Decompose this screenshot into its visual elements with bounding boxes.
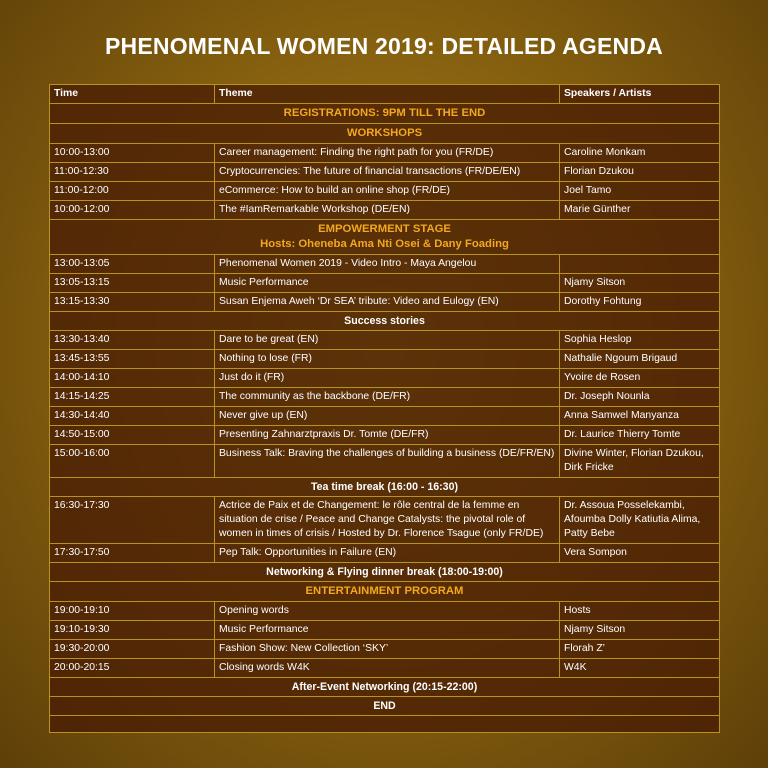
time-cell: 13:15-13:30 (50, 293, 215, 312)
theme-cell: Cryptocurrencies: The future of financial transactions (FR/DE/EN) (215, 163, 560, 182)
speaker-cell: Dorothy Fohtung (560, 293, 720, 312)
agenda-body (50, 104, 720, 733)
theme-cell: Opening words (215, 602, 560, 621)
theme-cell: Dare to be great (EN) (215, 331, 560, 350)
section-title: EMPOWERMENT STAGE (318, 223, 451, 235)
theme-cell: eCommerce: How to build an online shop (FR/DE) (215, 182, 560, 201)
speaker-cell: Njamy Sitson (560, 621, 720, 640)
header-row (50, 85, 720, 104)
table-row (50, 426, 720, 445)
section-row (50, 582, 720, 602)
time-cell: 10:00-12:00 (50, 201, 215, 220)
theme-cell: Music Performance (215, 274, 560, 293)
table-row (50, 445, 720, 478)
theme-cell: Career management: Finding the right path for you (FR/DE) (215, 144, 560, 163)
theme-cell: Pep Talk: Opportunities in Failure (EN) (215, 544, 560, 563)
section-row (50, 104, 720, 124)
subsection-row (50, 312, 720, 331)
speaker-cell: Florah Z’ (560, 640, 720, 659)
speaker-cell (560, 255, 720, 274)
speaker-cell: Nathalie Ngoum Brigaud (560, 350, 720, 369)
theme-cell: Actrice de Paix et de Changement: le rôle central de la femme en situation de crise / Peace and Change Catalysts: the pivotal role of women in times of crisis / Hosted by Dr. Florence Tsague (only FR/DE) (215, 497, 560, 544)
time-cell: 11:00-12:00 (50, 182, 215, 201)
empty-row (50, 716, 720, 733)
table-row (50, 659, 720, 678)
time-cell: 13:00-13:05 (50, 255, 215, 274)
subsection-heading: Tea time break (16:00 - 16:30) (50, 478, 720, 497)
time-cell: 14:30-14:40 (50, 407, 215, 426)
empty-cell (50, 716, 720, 733)
speaker-cell: Hosts (560, 602, 720, 621)
theme-cell: Business Talk: Braving the challenges of building a business (DE/FR/EN) (215, 445, 560, 478)
speaker-cell: Marie Günther (560, 201, 720, 220)
time-cell: 16:30-17:30 (50, 497, 215, 544)
subsection-heading: Networking & Flying dinner break (18:00-19:00) (50, 563, 720, 582)
table-row (50, 497, 720, 544)
theme-cell: Nothing to lose (FR) (215, 350, 560, 369)
table-row (50, 144, 720, 163)
time-cell: 19:30-20:00 (50, 640, 215, 659)
table-row (50, 544, 720, 563)
table-row (50, 293, 720, 312)
time-cell: 13:45-13:55 (50, 350, 215, 369)
page-title: PHENOMENAL WOMEN 2019: DETAILED AGENDA (105, 33, 663, 59)
theme-cell: Never give up (EN) (215, 407, 560, 426)
table-row (50, 163, 720, 182)
section-heading: WORKSHOPS (50, 124, 720, 144)
section-row (50, 220, 720, 255)
time-cell: 20:00-20:15 (50, 659, 215, 678)
theme-cell: Presenting Zahnarztpraxis Dr. Tomte (DE/FR) (215, 426, 560, 445)
table-row (50, 274, 720, 293)
subsection-row (50, 678, 720, 697)
theme-cell: Just do it (FR) (215, 369, 560, 388)
speaker-cell: Dr. Assoua Posselekambi, Afoumba Dolly Katiutia Alima, Patty Bebe (560, 497, 720, 544)
table-row (50, 388, 720, 407)
speaker-cell: Dr. Joseph Nounla (560, 388, 720, 407)
section-row (50, 124, 720, 144)
section-heading: ENTERTAINMENT PROGRAM (50, 582, 720, 602)
theme-cell: The community as the backbone (DE/FR) (215, 388, 560, 407)
time-cell: 14:15-14:25 (50, 388, 215, 407)
theme-cell: Susan Enjema Aweh ‘Dr SEA’ tribute: Video and Eulogy (EN) (215, 293, 560, 312)
theme-cell: The #IamRemarkable Workshop (DE/EN) (215, 201, 560, 220)
time-cell: 19:00-19:10 (50, 602, 215, 621)
subsection-row (50, 478, 720, 497)
table-row (50, 369, 720, 388)
speaker-cell: Anna Samwel Manyanza (560, 407, 720, 426)
time-cell: 11:00-12:30 (50, 163, 215, 182)
subsection-heading: After-Event Networking (20:15-22:00) (50, 678, 720, 697)
time-cell: 15:00-16:00 (50, 445, 215, 478)
speaker-cell: Divine Winter, Florian Dzukou, Dirk Fricke (560, 445, 720, 478)
header-theme: Theme (215, 85, 560, 104)
time-cell: 13:30-13:40 (50, 331, 215, 350)
subsection-row (50, 563, 720, 582)
subsection-heading: Success stories (50, 312, 720, 331)
speaker-cell: W4K (560, 659, 720, 678)
header-time: Time (50, 85, 215, 104)
theme-cell: Closing words W4K (215, 659, 560, 678)
speaker-cell: Dr. Laurice Thierry Tomte (560, 426, 720, 445)
table-row (50, 602, 720, 621)
table-row (50, 350, 720, 369)
time-cell: 17:30-17:50 (50, 544, 215, 563)
time-cell: 10:00-13:00 (50, 144, 215, 163)
theme-cell: Music Performance (215, 621, 560, 640)
speaker-cell: Caroline Monkam (560, 144, 720, 163)
section-heading: REGISTRATIONS: 9PM TILL THE END (50, 104, 720, 124)
time-cell: 14:50-15:00 (50, 426, 215, 445)
speaker-cell: Sophia Heslop (560, 331, 720, 350)
theme-cell: Fashion Show: New Collection ‘SKY’ (215, 640, 560, 659)
hosts-line: Hosts: Oheneba Ama Nti Osei & Dany Foading (260, 238, 509, 250)
table-row (50, 640, 720, 659)
table-row (50, 201, 720, 220)
speaker-cell: Florian Dzukou (560, 163, 720, 182)
table-row (50, 182, 720, 201)
table-row (50, 331, 720, 350)
table-row (50, 621, 720, 640)
subsection-heading: END (50, 697, 720, 716)
time-cell: 14:00-14:10 (50, 369, 215, 388)
speaker-cell: Vera Sompon (560, 544, 720, 563)
section-heading (50, 220, 720, 255)
speaker-cell: Joel Tamo (560, 182, 720, 201)
header-speakers: Speakers / Artists (560, 85, 720, 104)
time-cell: 13:05-13:15 (50, 274, 215, 293)
table-row (50, 407, 720, 426)
subsection-row (50, 697, 720, 716)
table-row (50, 255, 720, 274)
agenda-table (49, 84, 720, 733)
theme-cell: Phenomenal Women 2019 - Video Intro - Maya Angelou (215, 255, 560, 274)
time-cell: 19:10-19:30 (50, 621, 215, 640)
speaker-cell: Yvoire de Rosen (560, 369, 720, 388)
speaker-cell: Njamy Sitson (560, 274, 720, 293)
